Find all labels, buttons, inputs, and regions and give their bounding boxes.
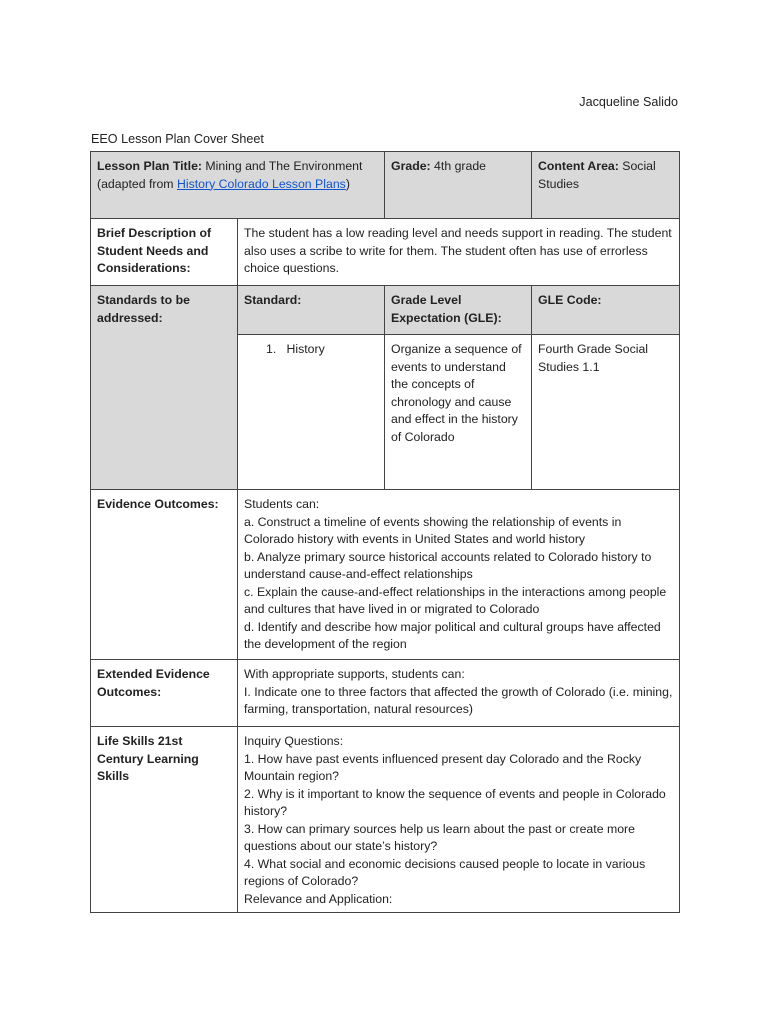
- evidence-line: Students can:: [244, 497, 320, 511]
- life-skills-line: 1. How have past events influenced present day Colorado and the Rocky Mountain region?: [244, 751, 642, 783]
- title-row: [91, 152, 680, 219]
- extended-text-cell: [238, 660, 680, 727]
- extended-row: [91, 660, 680, 727]
- lesson-plan-table: [90, 151, 680, 913]
- gle-header-cell: [385, 286, 532, 335]
- extended-line: I. Indicate one to three factors that affected the growth of Colorado (i.e. mining, farming, transportation, natural resources): [244, 684, 673, 716]
- life-skills-text-cell: [238, 727, 680, 913]
- author-name: Jacqueline Salido: [579, 95, 678, 109]
- grade-label: Grade:: [391, 159, 431, 173]
- life-skills-label-cell: [91, 727, 238, 913]
- extended-label-cell: [91, 660, 238, 727]
- gle-text: Organize a sequence of events to understand the concepts of chronology and cause and effect in the history of Colorado: [391, 342, 522, 444]
- standards-label: Standards to be addressed:: [97, 293, 190, 325]
- evidence-text-cell: [238, 490, 680, 660]
- grade-cell: [385, 152, 532, 219]
- extended-line: With appropriate supports, students can:: [244, 667, 465, 681]
- evidence-line: c. Explain the cause-and-effect relationships in the interactions among people and cultures that have lived in or migrated to Colorado: [244, 584, 667, 616]
- evidence-line: a. Construct a timeline of events showing the relationship of events in Colorado history with events in United States and world history: [244, 514, 622, 546]
- content-area-cell: [532, 152, 680, 219]
- standard-header: Standard:: [244, 293, 302, 307]
- needs-text: The student has a low reading level and needs support in reading. The student also uses a scribe to write for them. The student often has use of errorless choice questions.: [244, 226, 672, 275]
- lesson-title-text: Mining and The Environment (adapted from: [97, 159, 363, 191]
- life-skills-row: [91, 727, 680, 913]
- needs-row: [91, 219, 680, 286]
- standard-item-cell: [238, 335, 385, 490]
- evidence-row: [91, 490, 680, 660]
- standard-item: 1. History: [266, 342, 325, 356]
- needs-text-cell: [238, 219, 680, 286]
- lesson-title-close: ): [345, 176, 350, 191]
- standard-header-cell: [238, 286, 385, 335]
- life-skills-line: 2. Why is it important to know the sequence of events and people in Colorado history?: [244, 786, 666, 818]
- lesson-title-cell: [91, 152, 385, 219]
- needs-label-cell: [91, 219, 238, 286]
- evidence-label-cell: [91, 490, 238, 660]
- evidence-label: Evidence Outcomes:: [97, 497, 219, 511]
- document-title: EEO Lesson Plan Cover Sheet: [91, 132, 264, 146]
- gle-code-cell: [532, 335, 680, 490]
- life-skills-label: Life Skills 21st Century Learning Skills: [97, 734, 199, 783]
- gle-text-cell: [385, 335, 532, 490]
- needs-label: Brief Description of Student Needs and Considerations:: [97, 226, 212, 275]
- history-colorado-link[interactable]: History Colorado Lesson Plans: [176, 176, 346, 191]
- evidence-line: b. Analyze primary source historical accounts related to Colorado history to understand cause-and-effect relationships: [244, 549, 652, 581]
- life-skills-line: 4. What social and economic decisions caused people to locate in various regions of Colorado?: [244, 856, 646, 888]
- extended-label: Extended Evidence Outcomes:: [97, 667, 210, 699]
- grade-value: 4th grade: [430, 159, 487, 173]
- gle-code-text: Fourth Grade Social Studies 1.1: [538, 342, 649, 374]
- life-skills-line: Relevance and Application:: [244, 891, 393, 906]
- life-skills-line: 3. How can primary sources help us learn about the past or create more questions about our state’s history?: [244, 821, 635, 853]
- standards-header-row: [91, 286, 680, 335]
- standards-label-cell: [91, 286, 238, 490]
- evidence-line: d. Identify and describe how major political and cultural groups have affected the development of the region: [244, 619, 661, 651]
- gle-header: Grade Level Expectation (GLE):: [391, 293, 502, 325]
- content-area-value: Social Studies: [538, 159, 656, 191]
- gle-code-header-cell: [532, 286, 680, 335]
- content-area-label: Content Area:: [538, 159, 619, 173]
- lesson-title-label: Lesson Plan Title:: [97, 159, 203, 173]
- gle-code-header: GLE Code:: [538, 293, 602, 307]
- life-skills-line: Inquiry Questions:: [244, 734, 344, 748]
